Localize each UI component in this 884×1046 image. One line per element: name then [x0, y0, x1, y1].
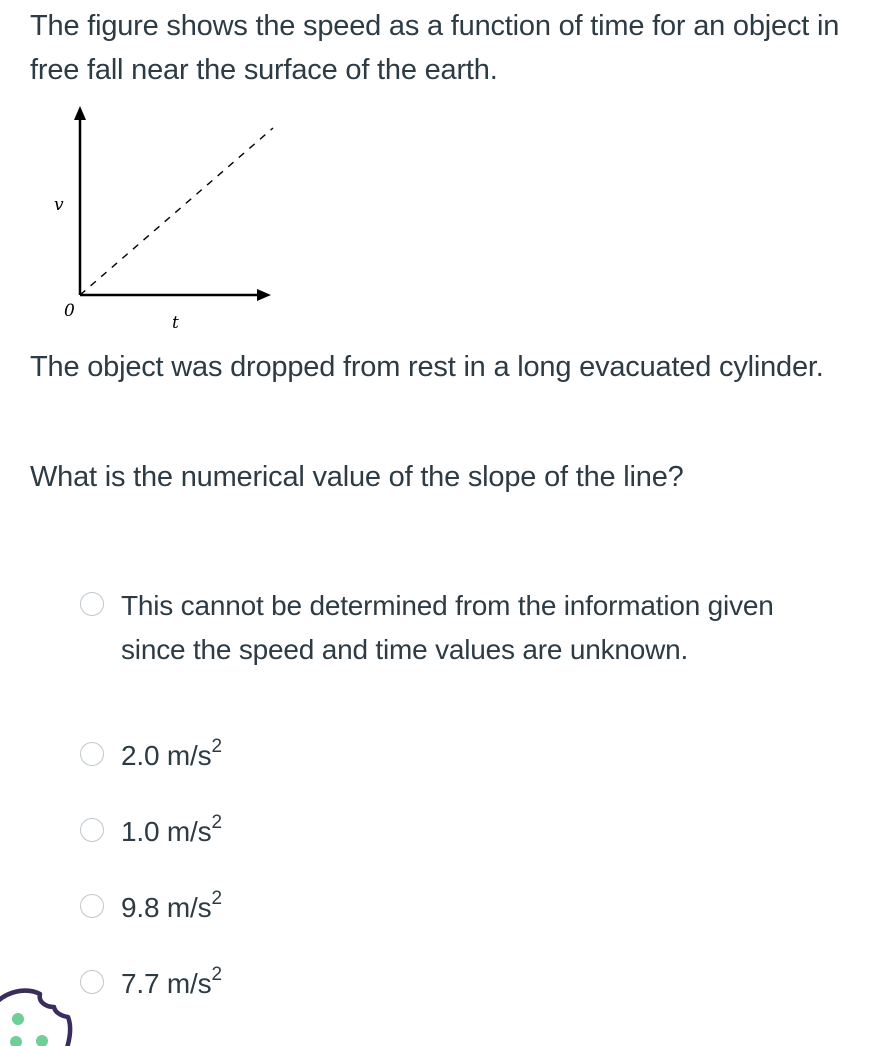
x-axis-arrow-icon [257, 289, 271, 301]
answer-exponent: 2 [211, 887, 222, 909]
radio-button[interactable] [80, 742, 104, 766]
answer-option[interactable] [80, 584, 840, 734]
answer-value: 7.7 [121, 968, 160, 999]
answer-option[interactable] [80, 962, 840, 1006]
question-intro: The figure shows the speed as a function of time for an object in free fall near the surface of the earth. [30, 10, 840, 86]
answer-exponent: 2 [211, 735, 222, 757]
cookie-dot [36, 1035, 48, 1046]
cookie-dot [12, 1013, 24, 1025]
speed-time-graph [40, 100, 290, 340]
radio-button[interactable] [80, 592, 104, 616]
x-axis-label: t [172, 313, 179, 333]
answer-label: This cannot be determined from the information given since the speed and time values are unknown. [121, 590, 774, 665]
answer-unit: m/s [166, 968, 212, 999]
y-axis-arrow-icon [74, 106, 86, 120]
answer-exponent: 2 [211, 963, 222, 985]
cookie-dot [10, 1036, 22, 1046]
answer-label [121, 810, 811, 854]
answer-list [80, 584, 840, 1006]
question-prompt: What is the numerical value of the slope of the line? [30, 461, 684, 493]
radio-button[interactable] [80, 970, 104, 994]
speed-line [80, 128, 273, 295]
cookie-icon[interactable] [0, 985, 80, 1046]
question-context: The object was dropped from rest in a long evacuated cylinder. [30, 351, 824, 383]
radio-button[interactable] [80, 818, 104, 842]
answer-option[interactable] [80, 886, 840, 962]
answer-unit: m/s [166, 892, 212, 923]
answer-unit: m/s [166, 816, 212, 847]
answer-label [121, 734, 811, 778]
answer-label [121, 886, 811, 930]
cookie-outline [0, 991, 70, 1046]
answer-option[interactable] [80, 810, 840, 886]
answer-value: 9.8 [121, 892, 160, 923]
answer-label [121, 962, 811, 1006]
answer-exponent: 2 [211, 811, 222, 833]
answer-value: 2.0 [121, 740, 160, 771]
answer-unit: m/s [166, 740, 212, 771]
answer-value: 1.0 [121, 816, 160, 847]
y-axis-label: v [54, 195, 64, 215]
answer-option[interactable] [80, 734, 840, 810]
radio-button[interactable] [80, 894, 104, 918]
origin-label: 0 [64, 301, 75, 321]
